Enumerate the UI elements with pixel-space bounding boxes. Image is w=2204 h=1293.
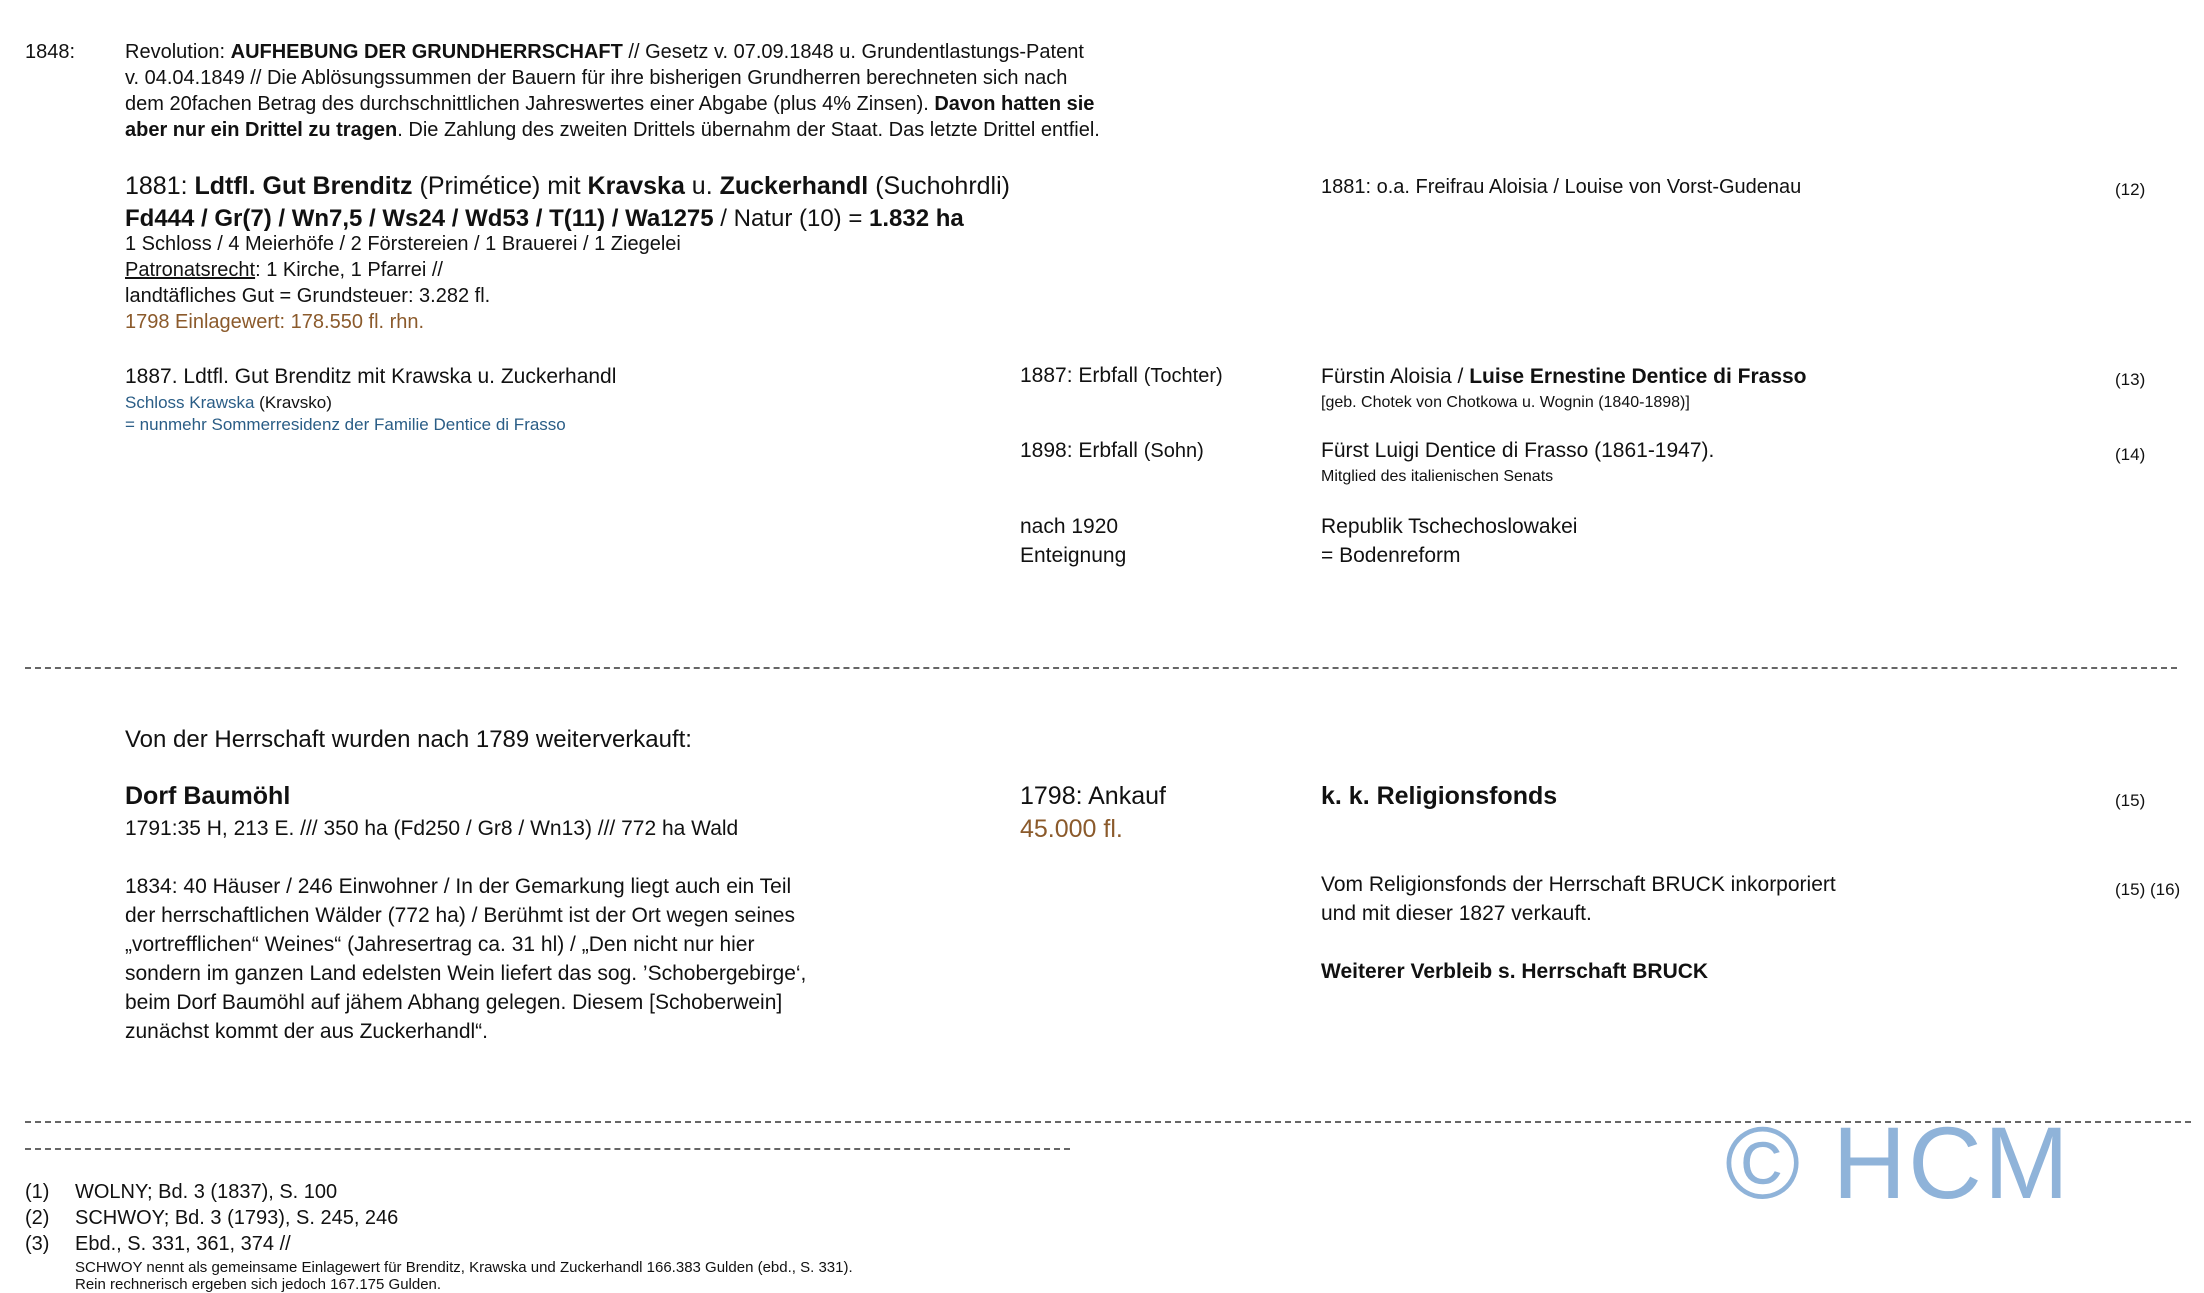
reference: (13) — [2115, 370, 2146, 389]
text-span: dem 20fachen Betrag des durchschnittlichen Jahreswertes einer Abgabe (plus 4% Zinsen). — [125, 93, 935, 115]
text-span: Fürstin Aloisia / — [1321, 365, 1470, 388]
text-span: // Gesetz v. 07.09.1848 u. Grundentlastungs-Patent — [622, 41, 1084, 63]
footnote-text: SCHWOY; Bd. 3 (1793), S. 245, 246 — [75, 1207, 399, 1229]
text-bold: Davon hatten sie — [934, 93, 1095, 115]
text-span: = — [125, 415, 140, 434]
text-span: 1887: Erbfall — [1020, 364, 1144, 387]
text-span: : 1 Kirche, 1 Pfarrei // — [255, 259, 443, 281]
event-label: nach 1920 — [1020, 515, 1119, 538]
footnote-text: Ebd., S. 331, 361, 374 // — [75, 1233, 291, 1255]
section-heading: Von der Herrschaft wurden nach 1789 weiterverkauft: — [125, 726, 692, 753]
owner-1881: 1881: o.a. Freifrau Aloisia / Louise von Vorst-Gudenau — [1321, 176, 1802, 198]
paragraph-line: „vortrefflichen“ Weines“ (Jahresertrag ca. 31 hl) / „Den nicht nur hier — [125, 933, 755, 956]
text-span: 1898: Erbfall — [1020, 439, 1144, 462]
text-line — [125, 40, 1084, 66]
footnote-number: (1) — [25, 1181, 50, 1203]
owner-religionsfonds: k. k. Religionsfonds — [1321, 782, 1558, 810]
paragraph-line: der herrschaftlichen Wälder (772 ha) / Berühmt ist der Ort wegen seines — [125, 904, 795, 927]
text-bold: AUFHEBUNG DER GRUNDHERRSCHAFT — [230, 41, 623, 63]
watermark: © HCM — [1725, 1106, 2071, 1220]
text-span: Schloss Krawska — [125, 393, 255, 412]
text-bold: Zuckerhandl — [719, 172, 869, 200]
gut-1887-title: 1887. Ldtfl. Gut Brenditz mit Krawska u. Zuckerhandl — [125, 365, 617, 388]
event-label: Enteignung — [1020, 544, 1127, 567]
event-owner: = Bodenreform — [1321, 544, 1461, 567]
footnote-number: (3) — [25, 1233, 50, 1255]
paragraph-line: sondern im ganzen Land edelsten Wein liefert das sog. ’Schobergebirge‘, — [125, 962, 807, 985]
divider — [25, 1148, 1070, 1150]
event-label: 1798: Ankauf — [1020, 782, 1166, 810]
text-span: / Natur (10) = — [713, 205, 870, 232]
text-bold: aber nur ein Drittel zu tragen — [125, 119, 398, 141]
gut-areas — [125, 204, 964, 233]
paragraph-line: zunächst kommt der aus Zuckerhandl“. — [125, 1020, 488, 1043]
right-text: und mit dieser 1827 verkauft. — [1321, 902, 1592, 925]
right-text: Vom Religionsfonds der Herrschaft BRUCK inkorporiert — [1321, 873, 1836, 896]
text-line — [125, 92, 1094, 118]
text-span: Fürst Luigi Dentice di Frasso (1861-1947). — [1321, 439, 1715, 462]
text-line: 1 Schloss / 4 Meierhöfe / 2 Förstereien / 1 Brauerei / 1 Ziegelei — [125, 233, 681, 255]
event-label — [1020, 438, 1204, 465]
text-span: (Primétice) mit — [412, 172, 588, 200]
footnote-number: (2) — [25, 1207, 50, 1229]
text-bold: Fd444 / Gr(7) / Wn7,5 / Ws24 / Wd53 / T(11) / Wa1275 — [125, 205, 714, 232]
reference: (12) — [2115, 180, 2146, 199]
price: 45.000 fl. — [1020, 815, 1123, 843]
paragraph-line: 1834: 40 Häuser / 246 Einwohner / In der Gemarkung liegt auch ein Teil — [125, 875, 792, 898]
text-span: 1881: — [125, 172, 195, 200]
text-line — [125, 118, 1100, 144]
event-owner: Republik Tschechoslowakei — [1321, 515, 1578, 538]
text-span: (Suchohrdli) — [868, 172, 1010, 200]
event-note: Mitglied des italienischen Senats — [1321, 468, 1554, 485]
text-span: (Tochter) — [1143, 365, 1223, 387]
text-line — [125, 392, 332, 413]
text-line — [125, 258, 443, 284]
year-1848: 1848: — [25, 41, 76, 63]
reference: (14) — [2115, 445, 2146, 464]
text-span: nunmehr Sommerresidenz der Familie Dentice di Frasso — [139, 415, 566, 434]
section-stats: 1791:35 H, 213 E. /// 350 ha (Fd250 / Gr8 / Wn13) /// 772 ha Wald — [125, 817, 739, 840]
gut-title — [125, 172, 1010, 201]
reference: (15) (16) — [2115, 880, 2181, 899]
divider — [25, 667, 2177, 669]
event-owner — [1321, 438, 1714, 464]
text-span: u. — [684, 172, 720, 200]
text-span: (Sohn) — [1143, 440, 1204, 462]
text-line: landtäfliches Gut = Grundsteuer: 3.282 fl. — [125, 285, 491, 307]
event-owner — [1321, 364, 1807, 390]
text-bold: 1.832 ha — [869, 205, 964, 232]
paragraph — [125, 872, 806, 1046]
right-text-bold: Weiterer Verbleib s. Herrschaft BRUCK — [1321, 960, 1709, 983]
text-underline: Patronatsrecht — [125, 259, 256, 281]
text-bold: Kravska — [587, 172, 685, 200]
text-bold: Ldtfl. Gut Brenditz — [194, 172, 413, 200]
text-span: Revolution: — [125, 41, 231, 63]
footnote-text: WOLNY; Bd. 3 (1837), S. 100 — [75, 1181, 338, 1203]
reference: (15) — [2115, 791, 2146, 810]
event-label — [1020, 363, 1223, 390]
footnote-small: Rein rechnerisch ergeben sich jedoch 167.175 Gulden. — [75, 1276, 442, 1293]
paragraph-line: beim Dorf Baumöhl auf jähem Abhang gelegen. Diesem [Schoberwein] — [125, 991, 783, 1014]
footnote-small: SCHWOY nennt als gemeinsame Einlagewert für Brenditz, Krawska und Zuckerhandl 166.383 Gulden (ebd., S. 331). — [75, 1259, 853, 1276]
text-line — [125, 414, 566, 435]
event-note: [geb. Chotek von Chotkowa u. Wognin (1840-1898)] — [1321, 394, 1690, 411]
section-title: Dorf Baumöhl — [125, 782, 291, 810]
text-bold: Luise Ernestine Dentice di Frasso — [1469, 365, 1807, 388]
text-span: . Die Zahlung des zweiten Drittels übernahm der Staat. Das letzte Drittel entfiel. — [397, 119, 1100, 141]
einlagewert: 1798 Einlagewert: 178.550 fl. rhn. — [125, 311, 425, 333]
text-line: v. 04.04.1849 // Die Ablösungssummen der Bauern für ihre bisherigen Grundherren berechneten sich nach — [125, 67, 1068, 89]
text-span: (Kravsko) — [254, 393, 332, 412]
